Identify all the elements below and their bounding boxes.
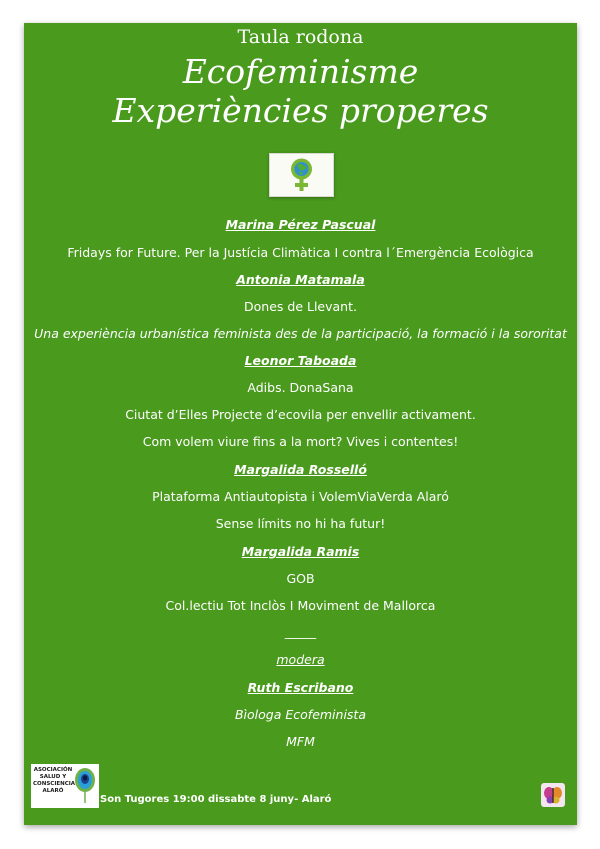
speaker-detail: Una experiència urbanística feminista des de la participació, la formació i la sororitat bbox=[34, 326, 567, 341]
speaker-detail: Fridays for Future. Per la Justícia Climàtica I contra l´Emergència Ecològica bbox=[67, 245, 534, 260]
speaker-name: Margalida Ramis bbox=[241, 544, 360, 559]
separator-line: _____ bbox=[284, 624, 317, 639]
speaker-detail: Plataforma Antiautopista i VolemViaVerda Alaró bbox=[152, 489, 449, 504]
pretitle: Taula rodona bbox=[237, 26, 364, 48]
moderator-detail: MFM bbox=[286, 734, 315, 749]
ecofeminism-logo bbox=[269, 153, 334, 197]
speaker-name: Antonia Matamala bbox=[236, 272, 365, 287]
speaker-detail: Sense límits no hi ha futur! bbox=[215, 516, 386, 531]
event-info: Son Tugores 19:00 dissabte 8 juny- Alaró bbox=[100, 794, 332, 805]
speaker-name: Leonor Taboada bbox=[244, 353, 357, 368]
speaker-detail: Ciutat d’Elles Projecte d’ecovila per envellir activament. bbox=[125, 407, 476, 422]
earth-venus-symbol-icon bbox=[270, 154, 333, 196]
speaker-name: Margalida Rosselló bbox=[234, 462, 367, 477]
butterfly-badge-icon bbox=[541, 783, 565, 807]
moderator-label: modera bbox=[276, 652, 325, 667]
peacock-feather-icon bbox=[74, 766, 96, 804]
association-logo bbox=[31, 764, 99, 808]
speaker-detail: Dones de Llevant. bbox=[244, 299, 357, 314]
speaker-detail: Col.lectiu Tot Inclòs I Moviment de Mallorca bbox=[165, 598, 436, 613]
moderator-name: Ruth Escribano bbox=[247, 680, 354, 695]
association-name: ASOCIACIÓN SALUD Y CONSCIENCIA ALARÓ bbox=[33, 767, 76, 794]
speaker-detail: Com volem viure fins a la mort? Vives i contentes! bbox=[142, 434, 459, 449]
speaker-name: Marina Pérez Pascual bbox=[225, 217, 376, 232]
speaker-detail: Adibs. DonaSana bbox=[247, 380, 354, 395]
title-line-1: Ecofeminisme bbox=[182, 52, 419, 91]
title-line-2: Experiències properes bbox=[112, 91, 489, 130]
poster bbox=[24, 23, 577, 825]
moderator-detail: Bìologa Ecofeminista bbox=[234, 707, 366, 722]
speaker-detail: GOB bbox=[286, 571, 315, 586]
